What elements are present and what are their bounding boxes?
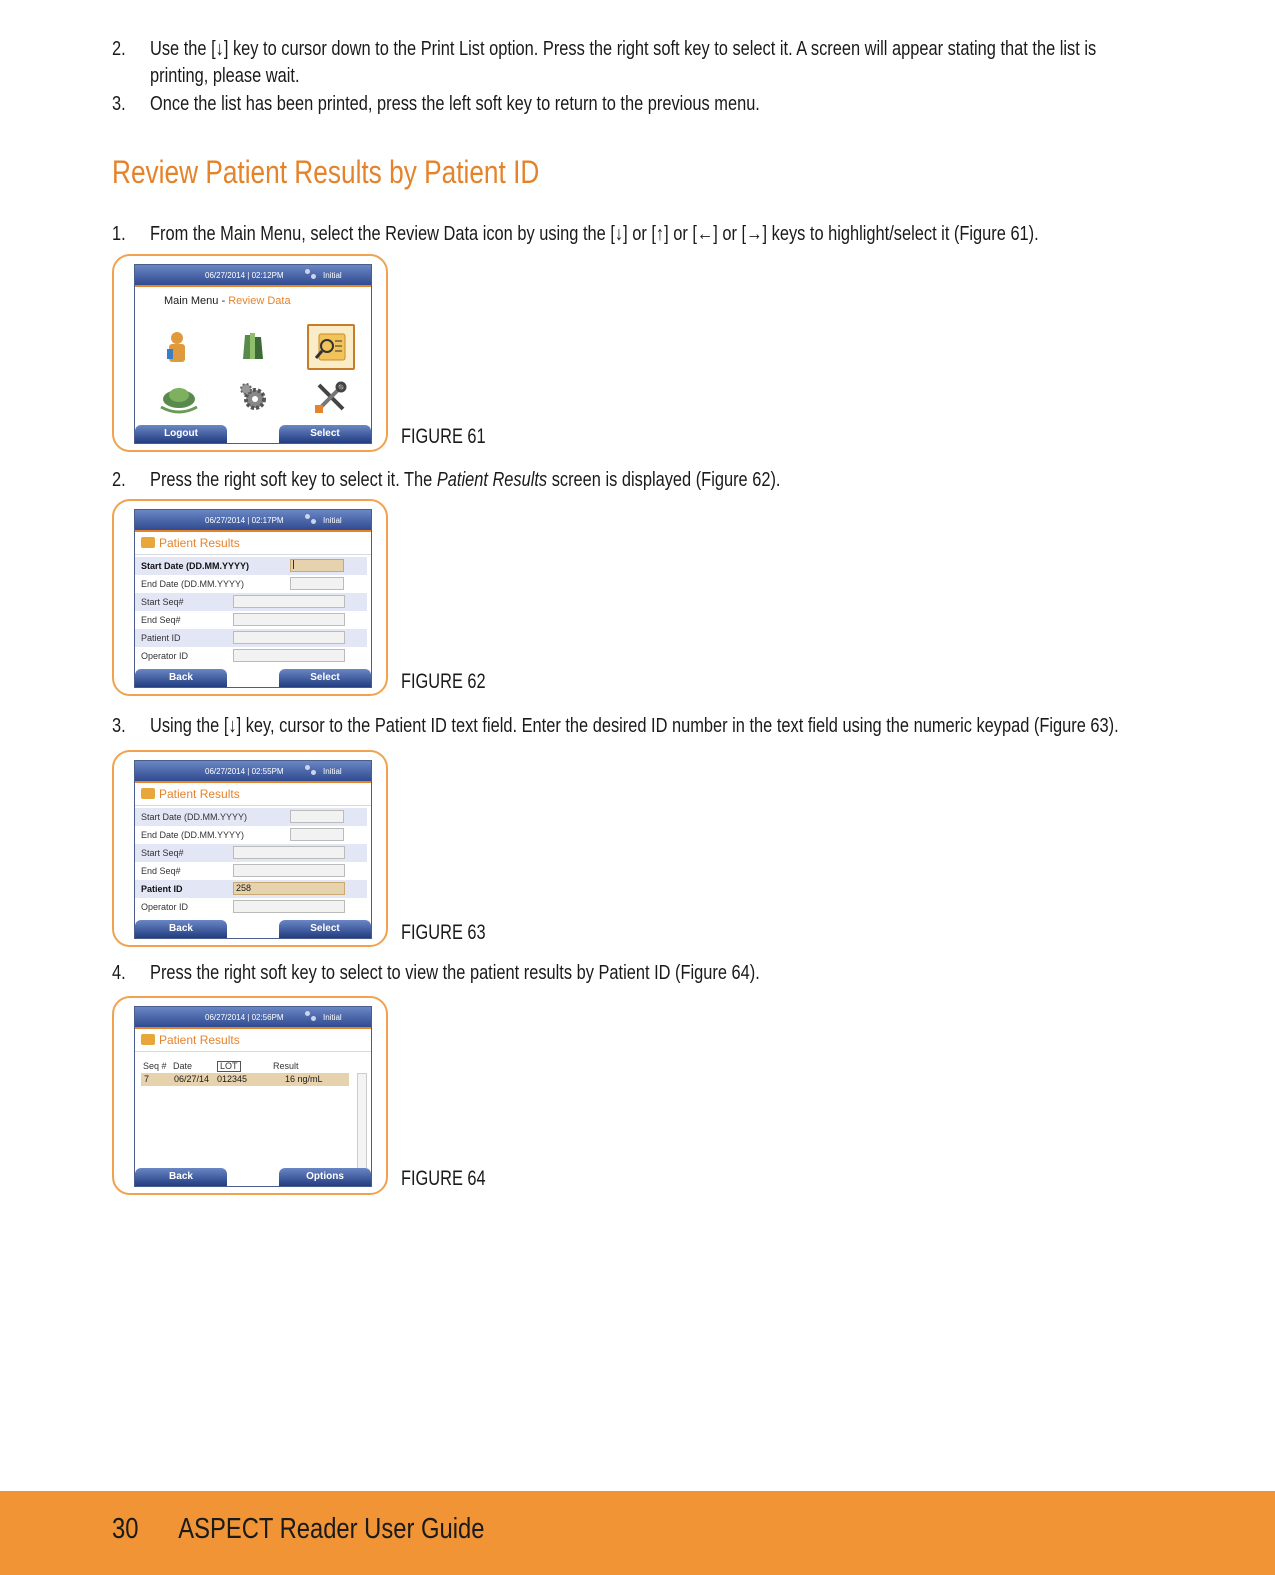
figure-label: FIGURE 64	[401, 1167, 486, 1190]
figure-label: FIGURE 63	[401, 921, 486, 944]
end-seq-input[interactable]	[233, 613, 345, 626]
options-button[interactable]: Options	[279, 1168, 371, 1186]
end-seq-input[interactable]	[233, 864, 345, 877]
select-button[interactable]: Select	[279, 920, 371, 938]
screen-title: Patient Results	[141, 536, 240, 550]
patient-icon[interactable]	[157, 327, 197, 367]
column-result: Result	[273, 1061, 299, 1071]
settings-gear-icon[interactable]	[233, 377, 273, 417]
soft-key-bar	[135, 1168, 371, 1186]
page-number: 30	[112, 1513, 139, 1545]
user-icon	[305, 1011, 317, 1022]
guide-title: ASPECT Reader User Guide	[178, 1513, 485, 1545]
end-date-input[interactable]	[290, 577, 344, 590]
cell-result: 16 ng/mL	[285, 1074, 323, 1084]
status-bar	[135, 1007, 371, 1029]
end-seq-row[interactable]: End Seq#	[135, 862, 367, 880]
figure-61-device	[112, 254, 388, 452]
figure-64-device	[112, 996, 388, 1195]
patient-results-screen	[134, 509, 372, 688]
user-icon	[305, 514, 317, 525]
menu-title-highlight: Review Data	[228, 295, 291, 307]
menu-title: Main Menu - Review Data	[164, 295, 291, 307]
step-number: 2.	[112, 38, 126, 60]
patient-id-row[interactable]: Patient ID 258	[135, 880, 367, 898]
cell-seq: 7	[144, 1074, 150, 1084]
column-date: Date	[173, 1061, 193, 1071]
status-bar	[135, 761, 371, 783]
step-number: 1.	[112, 223, 126, 245]
figure-62-device	[112, 499, 388, 696]
datetime: 06/27/2014 | 02:17PM	[205, 516, 284, 525]
start-seq-row[interactable]: Start Seq#	[135, 844, 367, 862]
table-row[interactable]	[141, 1073, 349, 1086]
soft-key-bar	[135, 920, 371, 938]
user-icon	[305, 269, 317, 280]
cell-date: 06/27/14	[174, 1074, 210, 1084]
soft-key-bar	[135, 669, 371, 687]
step-text: Press the right soft key to select to view the patient results by Patient ID (Figure 64).	[150, 962, 760, 984]
step-number: 2.	[112, 469, 126, 491]
datetime: 06/27/2014 | 02:56PM	[205, 1013, 284, 1022]
screen-name: Patient Results	[436, 469, 548, 491]
screen-title: Patient Results	[141, 1033, 240, 1047]
operator-id-input[interactable]	[233, 649, 345, 662]
step-number: 4.	[112, 962, 126, 984]
user-name: Initial	[323, 516, 342, 525]
datetime: 06/27/2014 | 02:12PM	[205, 271, 284, 280]
step-text: Using the [↓] key, cursor to the Patient ID text field. Enter the desired ID number in the text field using the numeric keypad (Figure 63).	[150, 715, 1119, 737]
operator-id-row[interactable]: Operator ID	[135, 647, 367, 665]
start-seq-input[interactable]	[233, 595, 345, 608]
start-seq-input[interactable]	[233, 846, 345, 859]
datetime: 06/27/2014 | 02:55PM	[205, 767, 284, 776]
step-number: 3.	[112, 93, 126, 115]
operator-id-row[interactable]: Operator ID	[135, 898, 367, 916]
step-text: Once the list has been printed, press the left soft key to return to the previous menu.	[150, 93, 760, 115]
status-bar	[135, 265, 371, 287]
step-text: Use the [↓] key to cursor down to the Print List option. Press the right soft key to select it. A screen will appear stating that the list is	[150, 38, 1097, 60]
end-seq-row[interactable]: End Seq#	[135, 611, 367, 629]
back-button[interactable]: Back	[135, 1168, 227, 1186]
start-date-row[interactable]: Start Date (DD.MM.YYYY)	[135, 808, 367, 826]
patient-results-list-screen	[134, 1006, 372, 1187]
main-menu-screen	[134, 264, 372, 444]
start-date-input[interactable]	[290, 559, 344, 572]
figure-label: FIGURE 61	[401, 425, 486, 448]
user-name: Initial	[323, 767, 342, 776]
patient-results-screen	[134, 760, 372, 939]
review-data-icon	[141, 537, 155, 548]
user-icon	[305, 765, 317, 776]
status-bar	[135, 510, 371, 532]
user-name: Initial	[323, 1013, 342, 1022]
screen-title: Patient Results	[141, 787, 240, 801]
step-text: From the Main Menu, select the Review Data icon by using the [↓] or [↑] or [←] or [→] keys to highlight/select it (Figure 61).	[150, 223, 1039, 245]
step-text-cont: printing, please wait.	[150, 65, 300, 87]
figure-63-device	[112, 750, 388, 947]
select-button[interactable]: Select	[279, 425, 371, 443]
step-text: Press the right soft key to select it. The Patient Results screen is displayed (Figure 62).	[150, 469, 781, 491]
column-seq: Seq #	[143, 1061, 167, 1071]
figure-label: FIGURE 62	[401, 670, 486, 693]
start-date-row[interactable]: Start Date (DD.MM.YYYY)	[135, 557, 367, 575]
patient-id-row[interactable]: Patient ID	[135, 629, 367, 647]
end-date-row[interactable]: End Date (DD.MM.YYYY)	[135, 575, 367, 593]
start-date-input[interactable]	[290, 810, 344, 823]
end-date-input[interactable]	[290, 828, 344, 841]
review-data-icon	[141, 788, 155, 799]
review-data-icon	[141, 1034, 155, 1045]
start-seq-row[interactable]: Start Seq#	[135, 593, 367, 611]
column-lot: LOT	[217, 1061, 241, 1072]
user-name: Initial	[323, 271, 342, 280]
reader-icon[interactable]	[157, 377, 201, 417]
tools-icon[interactable]	[311, 377, 351, 417]
logout-button[interactable]: Logout	[135, 425, 227, 443]
select-button[interactable]: Select	[279, 669, 371, 687]
test-icon[interactable]	[233, 327, 273, 367]
back-button[interactable]: Back	[135, 669, 227, 687]
review-data-icon[interactable]	[307, 324, 355, 370]
footer-text	[112, 1513, 484, 1546]
section-title: Review Patient Results by Patient ID	[112, 154, 540, 190]
operator-id-input[interactable]	[233, 900, 345, 913]
scrollbar[interactable]	[357, 1073, 367, 1169]
page-footer	[0, 1491, 1275, 1575]
step-number: 3.	[112, 715, 126, 737]
patient-id-input[interactable]: 258	[233, 882, 345, 895]
cell-lot: 012345	[217, 1074, 248, 1084]
soft-key-bar	[135, 425, 371, 443]
patient-id-input[interactable]	[233, 631, 345, 644]
back-button[interactable]: Back	[135, 920, 227, 938]
end-date-row[interactable]: End Date (DD.MM.YYYY)	[135, 826, 367, 844]
